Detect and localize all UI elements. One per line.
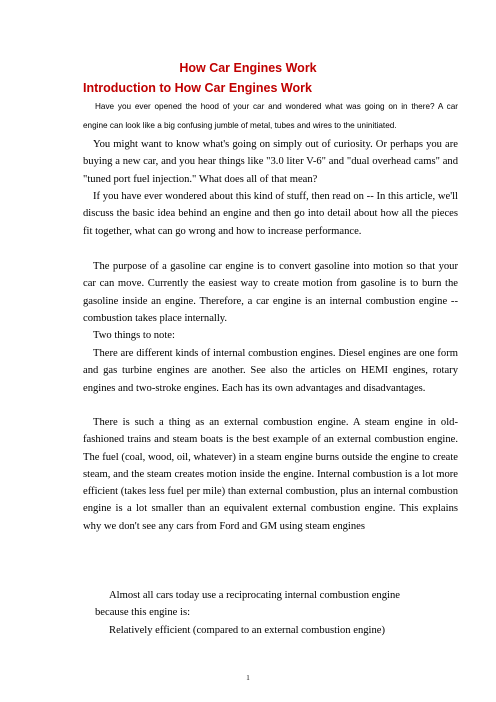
intro-paragraph: Have you ever opened the hood of your car and wondered what was going on in there? A car engine can look like a big confusing jumble of metal, tubes and wires to the uninitiated.	[83, 102, 458, 130]
closing-line-3: Relatively efficient (compared to an external combustion engine)	[109, 625, 386, 636]
paragraph-3: The purpose of a gasoline car engine is to convert gasoline into motion so that your car can move. Currently the easiest way to create motion from gasoline is to burn the gasoline inside an engine. Therefore, a car engine is an internal combustion engine -- combustion takes place internally.	[83, 261, 458, 324]
closing-line-1: Almost all cars today use a reciprocating internal combustion engine	[109, 590, 400, 601]
paragraph-4: Two things to note:	[93, 330, 175, 341]
paragraph-1: You might want to know what's going on simply out of curiosity. Or perhaps you are buying a new car, and you hear things like "3.0 liter V-6" and "dual overhead cams" and "tuned port fuel injection." What does all of that mean?	[83, 139, 458, 185]
closing-line-2: because this engine is:	[95, 607, 191, 618]
paragraph-6: There is such a thing as an external combustion engine. A steam engine in old-fashioned trains and steam boats is the best example of an external combustion engine. The fuel (coal, wood, oil, whatever) in a steam engine burns outside the engine to create steam, and the steam creates motion inside the engine. Internal combustion is a lot more efficient (takes less fuel per mile) than external combustion, plus an internal combustion engine is a lot smaller than an equivalent external combustion engine. This explains why we don't see any cars from Ford and GM using steam engines	[83, 417, 458, 532]
paragraph-2: If you have ever wondered about this kind of stuff, then read on -- In this article, we'll discuss the basic idea behind an engine and then go into detail about how all the pieces fit together, what can go wrong and how to increase performance.	[83, 191, 458, 237]
paragraph-5: There are different kinds of internal combustion engines. Diesel engines are one form and gas turbine engines are another. See also the articles on HEMI engines, rotary engines and two-stroke engines. Each has its own advantages and disadvantages.	[83, 348, 458, 394]
document-title: How Car Engines Work	[179, 61, 317, 75]
page-number: 1	[246, 674, 250, 682]
section-heading: Introduction to How Car Engines Work	[83, 81, 312, 95]
